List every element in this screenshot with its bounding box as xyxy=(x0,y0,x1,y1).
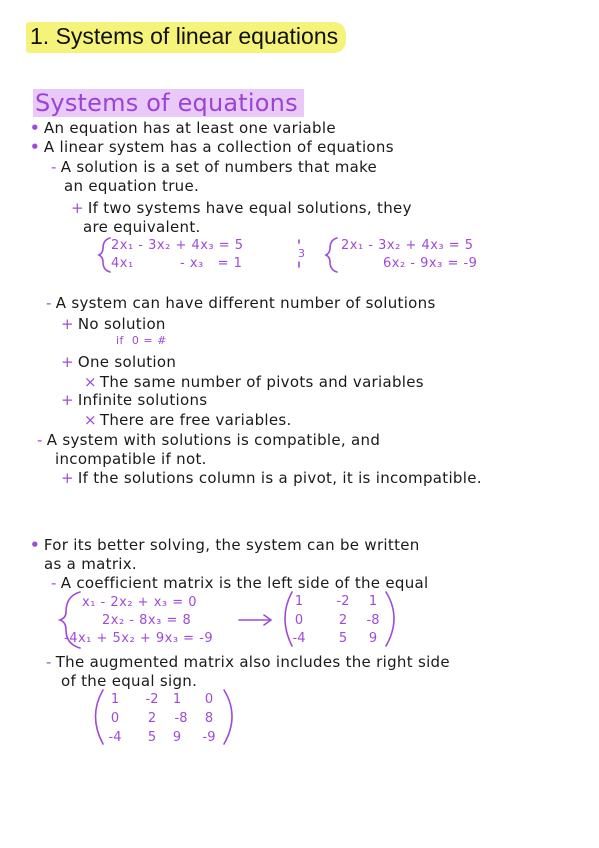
aug-matrix-cell: 2 xyxy=(147,711,157,726)
coef-matrix-cell: 5 xyxy=(338,631,348,646)
system2-eq1: 2x₁ - 3x₂ + 4x₃ = 5 xyxy=(341,238,474,253)
coef-matrix-cell: 0 xyxy=(294,613,304,628)
system2-brace xyxy=(326,238,337,272)
plus-mark: + xyxy=(61,353,74,371)
sub-sub-item-cont: are equivalent. xyxy=(83,218,201,236)
sub-sub-text: Infinite solutions xyxy=(77,391,208,409)
aug-matrix-cell: 0 xyxy=(110,711,120,726)
plus-mark: + xyxy=(61,315,74,333)
system3-eq2: 2x₂ - 8x₃ = 8 xyxy=(102,613,192,628)
aug-matrix-cell: 9 xyxy=(172,730,182,745)
dash-mark: - xyxy=(46,653,52,671)
system3-eq1: x₁ - 2x₂ + x₃ = 0 xyxy=(82,595,198,610)
sub-text: A coefficient matrix is the left side of the equal xyxy=(60,574,429,592)
aug-matrix-cell: -9 xyxy=(202,730,216,745)
coef-matrix-right-paren xyxy=(386,592,394,646)
system1-eq1: 2x₁ - 3x₂ + 4x₃ = 5 xyxy=(111,238,244,253)
row-op-label: 3 xyxy=(298,247,306,260)
aug-matrix-cell: 1 xyxy=(172,692,182,707)
sub-sub-text: If two systems have equal solutions, they xyxy=(87,199,412,217)
aug-matrix-cell: -8 xyxy=(174,711,188,726)
coef-matrix-cell: 9 xyxy=(368,631,378,646)
aug-matrix-cell: 0 xyxy=(204,692,214,707)
dash-mark: - xyxy=(51,574,57,592)
coef-matrix-cell: 1 xyxy=(368,594,378,609)
coef-matrix-cell: 1 xyxy=(294,594,304,609)
detail-text: The same number of pivots and variables xyxy=(99,373,424,391)
coef-matrix-cell: -2 xyxy=(336,594,350,609)
detail-text: There are free variables. xyxy=(99,411,292,429)
aug-matrix-cell: 1 xyxy=(110,692,120,707)
aug-matrix-right-paren xyxy=(224,690,232,744)
system1-eq2: 4x₁ - x₃ = 1 xyxy=(111,256,243,271)
bullet-dot: • xyxy=(30,536,40,554)
coef-matrix-left-paren xyxy=(285,592,292,646)
bullet-text: For its better solving, the system can be written xyxy=(43,536,420,554)
sub-text: The augmented matrix also includes the right side xyxy=(55,653,450,671)
dash-mark: - xyxy=(51,158,57,176)
bullet-item-cont: as a matrix. xyxy=(44,555,137,573)
aug-matrix-cell: -4 xyxy=(108,730,122,745)
aug-matrix-cell: 8 xyxy=(204,711,214,726)
sub-item-cont: of the equal sign. xyxy=(61,672,198,690)
cross-mark: × xyxy=(84,411,97,429)
coef-matrix-cell: -4 xyxy=(292,631,306,646)
sub-item-cont: incompatible if not. xyxy=(55,450,207,468)
cross-mark: × xyxy=(84,373,97,391)
sub-item-cont: an equation true. xyxy=(64,177,200,195)
aug-matrix-left-paren xyxy=(96,690,104,744)
dash-mark: - xyxy=(37,431,43,449)
coef-matrix-cell: -8 xyxy=(366,613,380,628)
plus-mark: + xyxy=(71,199,84,217)
bullet-text: An equation has at least one variable xyxy=(43,119,336,137)
system1-brace xyxy=(99,238,110,272)
sub-sub-text: No solution xyxy=(77,315,166,333)
plus-mark: + xyxy=(61,469,74,487)
bullet-dot: • xyxy=(30,119,40,137)
no-solution-note: if 0 = # xyxy=(116,334,167,347)
aug-matrix-cell: 5 xyxy=(147,730,157,745)
system2-eq2: 6x₂ - 9x₃ = -9 xyxy=(383,256,478,271)
sub-sub-text: One solution xyxy=(77,353,177,371)
plus-mark: + xyxy=(61,391,74,409)
sub-text: A system can have different number of solutions xyxy=(55,294,436,312)
bullet-text: A linear system has a collection of equations xyxy=(43,138,394,156)
dash-mark: - xyxy=(46,294,52,312)
system3-eq3: -4x₁ + 5x₂ + 9x₃ = -9 xyxy=(64,631,214,646)
sub-sub-text: If the solutions column is a pivot, it is incompatible. xyxy=(77,469,482,487)
section-heading: Systems of equations xyxy=(33,89,304,117)
sub-text: A system with solutions is compatible, and xyxy=(46,431,381,449)
system3-brace xyxy=(60,592,80,648)
page-title: 1. Systems of linear equations xyxy=(26,22,346,53)
bullet-dot: • xyxy=(30,138,40,156)
coef-matrix-cell: 2 xyxy=(338,613,348,628)
sub-text: A solution is a set of numbers that make xyxy=(60,158,378,176)
aug-matrix-cell: -2 xyxy=(145,692,159,707)
